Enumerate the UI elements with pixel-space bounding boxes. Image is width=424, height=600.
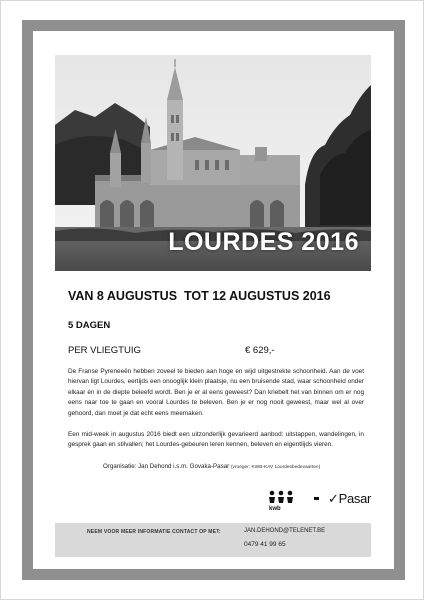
price: € 629,- [245,345,275,356]
organizer-text: Organisatie: Jan Dehond i.s.m. Govaka-Pasar [103,463,230,470]
pasar-logo-text: Pasar [338,491,372,506]
organizer-line [103,463,373,470]
poster-card [33,31,394,569]
contact-email[interactable]: JAN.DEHOND@TELENET.BE [244,528,326,534]
description-paragraph-2: Een mid-week in augustus 2016 biedt een uitzonderlijk gevarieerd aanbod: uitstappen, wandelingen, in gesprek gaan en stilvallen; het Lourdes-gebeuren leren kennen, beleven en eigentlijds vieren. [68,431,364,449]
poster-title: LOURDES 2016 [168,228,359,256]
contact-phone[interactable]: 0479 41 99 65 [244,541,286,548]
pasar-logo-mark-icon: ✓ [328,491,339,506]
kwb-logo-text: kwb [269,506,281,511]
travel-mode: PER VLIEGTUIG [68,345,141,356]
sponsor-logos [266,489,376,513]
duration: 5 DAGEN [68,320,111,331]
date-range: VAN 8 AUGUSTUS TOT 12 AUGUSTUS 2016 [68,289,331,303]
basilica-photo [55,55,371,271]
contact-bar [55,523,371,557]
kwb-logo-icon [266,489,308,511]
price-row [68,345,358,359]
organizer-note: (vroeger: KWB-KAV Lourdesbedevaarten) [230,465,321,470]
description-paragraph-1: De Franse Pyreneeën hebben zoveel te bieden aan hoge en wijd uitgestrekte schoonheid. Aan de voet hiervan ligt Lourdes, eertijds een onooglijk klein plaatsje, nu een bruisende stad, waar schoonheid onder elkaar én in de diepte beleefd wordt. Ben je er al eens geweest? Dan kriebelt het van binnen om er nog eens naar toe te gaan en vooral Lourdes te beleven. Ben je er nog nooit geweest, maar wel al over gehoord, dan moet je dat echt eens meemaken. [68,368,364,417]
pasar-logo [328,491,371,507]
contact-label: NEEM VOOR MEER INFORMATIE CONTACT OP MET: [87,529,221,535]
logo-divider [314,497,319,500]
